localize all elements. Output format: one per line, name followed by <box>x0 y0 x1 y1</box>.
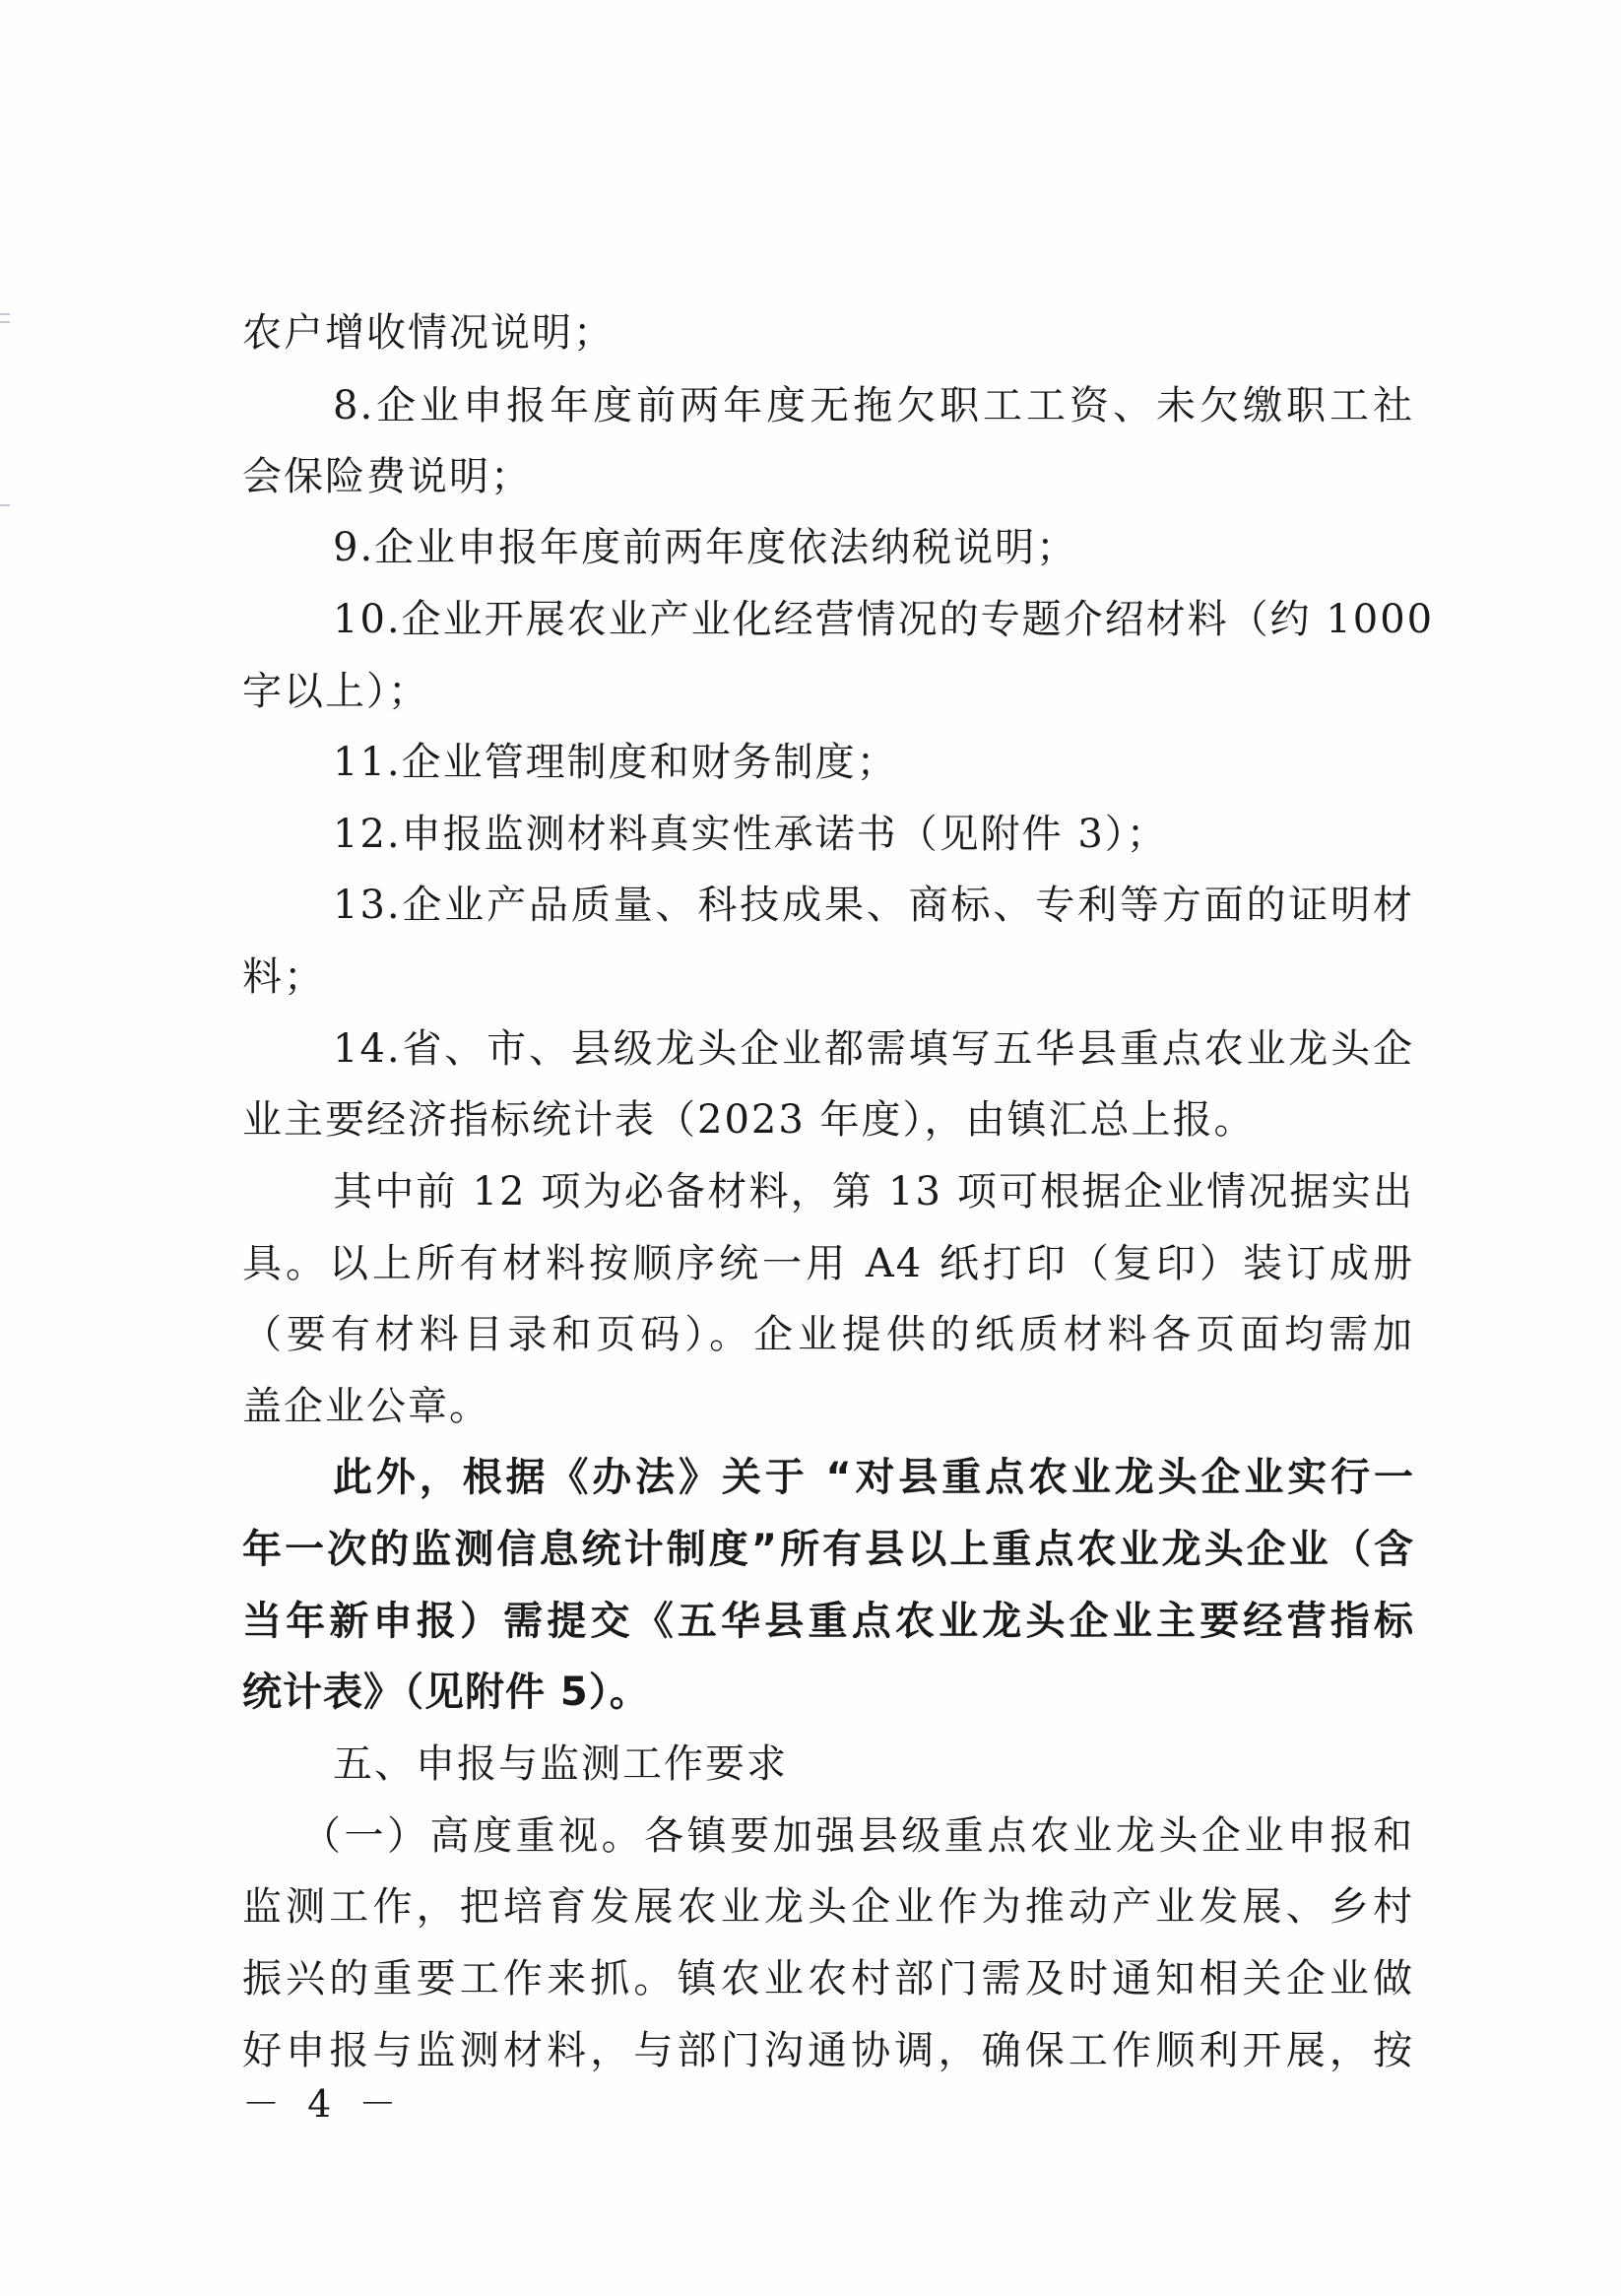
text-line: 13.企业产品质量、科技成果、商标、专利等方面的证明材 <box>333 883 1414 928</box>
bold-text-line: 统计表》（见附件 5）。 <box>242 1670 650 1715</box>
bold-text-line: 当年新申报）需提交《五华县重点农业龙头企业主要经营指标 <box>242 1599 1414 1644</box>
text-line: （要有材料目录和页码）。企业提供的纸质材料各页面均需加 <box>242 1312 1414 1357</box>
text-line: 具。以上所有材料按顺序统一用 A4 纸打印（复印）装订成册 <box>242 1241 1414 1286</box>
text-line: 农户增收情况说明； <box>242 310 615 356</box>
bold-text-line: 年一次的监测信息统计制度”所有县以上重点农业龙头企业（含 <box>242 1527 1414 1572</box>
text-line: 料； <box>242 954 325 1000</box>
text-line: 其中前 12 项为必备材料，第 13 项可根据企业情况据实出 <box>333 1169 1414 1214</box>
text-line: 会保险费说明； <box>242 454 532 499</box>
text-line: （一）高度重视。各镇要加强县级重点农业龙头企业申报和 <box>301 1813 1414 1859</box>
scan-edge-mark <box>0 321 10 323</box>
text-line: 振兴的重要工作来抓。镇农业农村部门需及时通知相关企业做 <box>242 1956 1414 2001</box>
text-line: 字以上）； <box>242 669 429 714</box>
bold-text-line: 此外，根据《办法》关于 “对县重点农业龙头企业实行一 <box>333 1455 1414 1500</box>
scan-edge-mark <box>0 504 10 506</box>
text-line: 10.企业开展农业产业化经营情况的专题介绍材料（约 1000 <box>333 597 1435 642</box>
text-line: 好申报与监测材料，与部门沟通协调，确保工作顺利开展，按 <box>242 2028 1414 2073</box>
text-line: 11.企业管理制度和财务制度； <box>333 740 898 785</box>
section-heading: 五、申报与监测工作要求 <box>333 1741 788 1787</box>
text-line: 业主要经济指标统计表（2023 年度），由镇汇总上报。 <box>242 1097 1256 1143</box>
scan-edge-mark <box>0 313 10 315</box>
text-line: 盖企业公章。 <box>242 1384 490 1429</box>
text-line: 8.企业申报年度前两年度无拖欠职工工资、未欠缴职工社 <box>333 383 1414 428</box>
text-line: 14.省、市、县级龙头企业都需填写五华县重点农业龙头企 <box>333 1026 1414 1072</box>
text-line: 12.申报监测材料真实性承诺书（见附件 3）； <box>333 812 1168 857</box>
text-line: 监测工作，把培育发展农业龙头企业作为推动产业发展、乡村 <box>242 1884 1414 1930</box>
page-number: － 4 － <box>242 2082 405 2126</box>
text-line: 9.企业申报年度前两年度依法纳税说明； <box>333 525 1078 570</box>
